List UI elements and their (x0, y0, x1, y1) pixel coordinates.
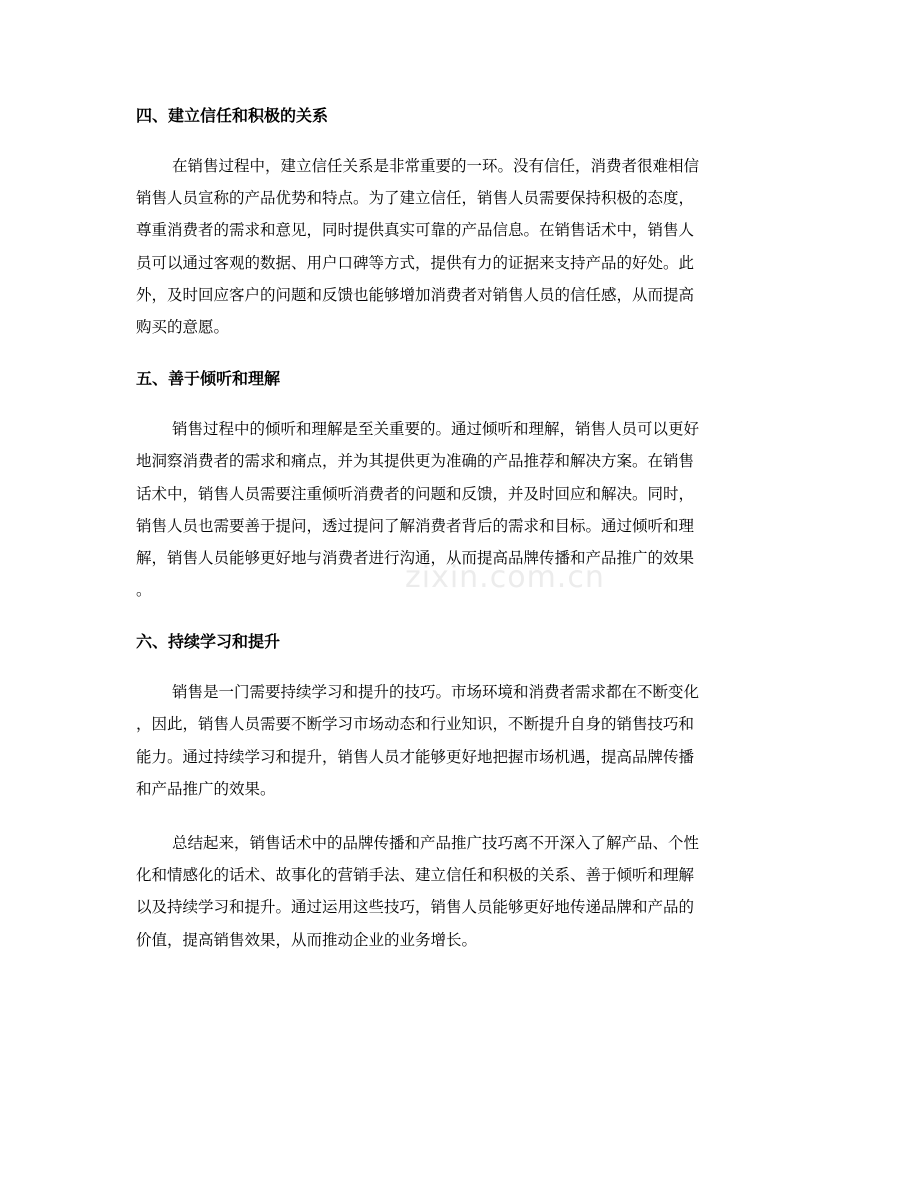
paragraph-line: 在销售过程中，建立信任关系是非常重要的一环。没有信任，消费者很难相信 (172, 157, 700, 175)
paragraph-line: 价值，提高销售效果，从而推动企业的业务增长。 (136, 930, 478, 949)
paragraph-line: 话术中，销售人员需要注重倾听消费者的问题和反馈，并及时回应和解决。同时， (136, 484, 695, 503)
paragraph-line: 和产品推广的效果。 (136, 779, 276, 798)
section-heading-6: 六、持续学习和提升 (136, 632, 281, 652)
summary-paragraph (136, 827, 786, 956)
paragraph-line: 解，销售人员能够更好地与消费者进行沟通，从而提高品牌传播和产品推广的效果 (136, 548, 695, 567)
section-5-paragraph (136, 413, 786, 606)
paragraph-line: 销售人员也需要善于提问，透过提问了解消费者背后的需求和目标。通过倾听和理 (136, 516, 695, 535)
paragraph-line: 尊重消费者的需求和意见，同时提供真实可靠的产品信息。在销售话术中，销售人 (136, 221, 695, 240)
paragraph-line: 地洞察消费者的需求和痛点，并为其提供更为准确的产品推荐和解决方案。在销售 (136, 452, 695, 471)
paragraph-line: 销售过程中的倾听和理解是至关重要的。通过倾听和理解，销售人员可以更好 (172, 420, 700, 439)
watermark: zixin.com.cn (405, 560, 605, 595)
paragraph-line: ，因此，销售人员需要不断学习市场动态和行业知识，不断提升自身的销售技巧和 (136, 715, 695, 734)
paragraph-line: 以及持续学习和提升。通过运用这些技巧，销售人员能够更好地传递品牌和产品的 (136, 898, 695, 917)
paragraph-line: 员可以通过客观的数据、用户口碑等方式，提供有力的证据来支持产品的好处。此 (136, 253, 695, 272)
paragraph-line: 销售是一门需要持续学习和提升的技巧。市场环境和消费者需求都在不断变化 (172, 683, 700, 702)
paragraph-line: 。 (136, 581, 152, 600)
section-heading-5: 五、善于倾听和理解 (136, 369, 281, 389)
section-6-paragraph (136, 676, 786, 805)
section-4-paragraph (136, 150, 786, 343)
paragraph-line: 销售人员宣称的产品优势和特点。为了建立信任，销售人员需要保持积极的态度， (136, 189, 695, 208)
paragraph-line: 外，及时回应客户的问题和反馈也能够增加消费者对销售人员的信任感，从而提高 (136, 285, 695, 304)
paragraph-line: 总结起来，销售话术中的品牌传播和产品推广技巧离不开深入了解产品、个性 (172, 834, 700, 852)
paragraph-line: 化和情感化的话术、故事化的营销手法、建立信任和积极的关系、善于倾听和理解 (136, 866, 695, 885)
section-heading-4: 四、建立信任和积极的关系 (136, 106, 329, 125)
paragraph-line: 能力。通过持续学习和提升，销售人员才能够更好地把握市场机遇，提高品牌传播 (136, 747, 695, 766)
paragraph-line: 购买的意愿。 (136, 317, 230, 336)
document-body (136, 102, 786, 978)
